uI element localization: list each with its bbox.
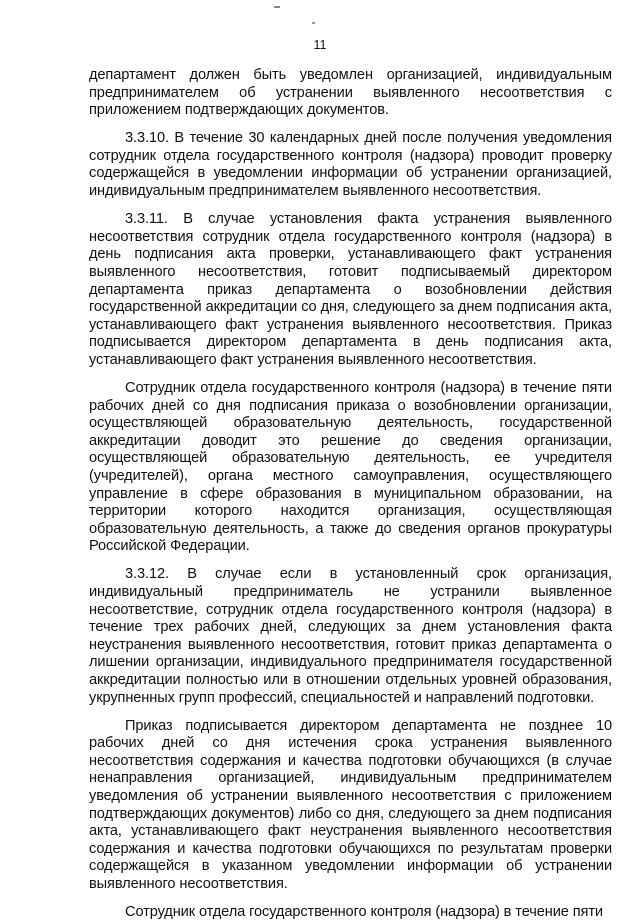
paragraph-notification: Сотрудник отдела государственного контроля (надзора) в течение пяти рабочих дней со дня подписания приказа о возобновлении организации, осуществляющей образовательную деятельность, государственной аккредитации доводит это решение до сведения организации, осуществляющей образовательную деятельность, ее учредителя (учредителей), органа местного самоуправления, осуществляющего управление в сфере образования в муниципальном образовании, на территории которого находится организация, осуществляющая образовательную деятельность, а также до сведения органов прокуратуры Российской Федерации. (89, 380, 612, 555)
page-number: 11 (313, 38, 327, 52)
paragraph-3-3-11: 3.3.11. В случае установления факта устранения выявленного несоответствия сотрудник отдела государственного контроля (надзора) в день подписания акта проверки, устанавливающего факт устранения выявленного несоответствия, готовит подписываемый директором департамента приказ департамента о возобновлении действия государственной аккредитации со дня, следующего за днем подписания акта, устанавливающего факт устранения выявленного несоответствия. Приказ подписывается директором департамента в день подписания акта, устанавливающего факт устранения выявленного несоответствия. (89, 211, 612, 368)
paragraph-continuation: департамент должен быть уведомлен организацией, индивидуальным предпринимателем об устранении выявленного несоответствия с приложением подтверждающих документов. (89, 67, 612, 119)
scan-speck (312, 22, 315, 24)
paragraph-3-3-10: 3.3.10. В течение 30 календарных дней после получения уведомления сотрудник отдела государственного контроля (надзора) проводит проверку содержащейся в уведомлении информации об устранении организацией, индивидуальным предпринимателем выявленного несоответствия. (89, 130, 612, 200)
paragraph-order-signing: Приказ подписывается директором департамента не позднее 10 рабочих дней со дня истечения срока устранения выявленного несоответствия содержания и качества подготовки обучающихся (в случае ненаправления организацией, индивидуальным предпринимателем уведомления об устранении выявленного несоответствия с приложением подтверждающих документов) либо со дня, следующего за днем подписания акта, устанавливающего факт неустранения выявленного несоответствия содержания и качества подготовки обучающихся по результатам проверки содержащейся в указанном уведомлении информации об устранении выявленного несоответствия. (89, 717, 612, 893)
scan-speck (274, 6, 280, 8)
paragraph-3-3-12: 3.3.12. В случае если в установленный срок организация, индивидуальный предприниматель не устранили выявленное несоответствие, сотрудник отдела государственного контроля (надзора) в течение трех рабочих дней, следующих за днем установления факта неустранения выявленного несоответствия, готовит приказ департамента о лишении организации, индивидуального предпринимателя государственной аккредитации полностью или в отношении отдельных уровней образования, укрупненных групп профессий, специальностей и направлений подготовки. (89, 566, 612, 706)
paragraph-final-fragment: Сотрудник отдела государственного контроля (надзора) в течение пяти (125, 904, 603, 921)
document-body (89, 67, 612, 922)
